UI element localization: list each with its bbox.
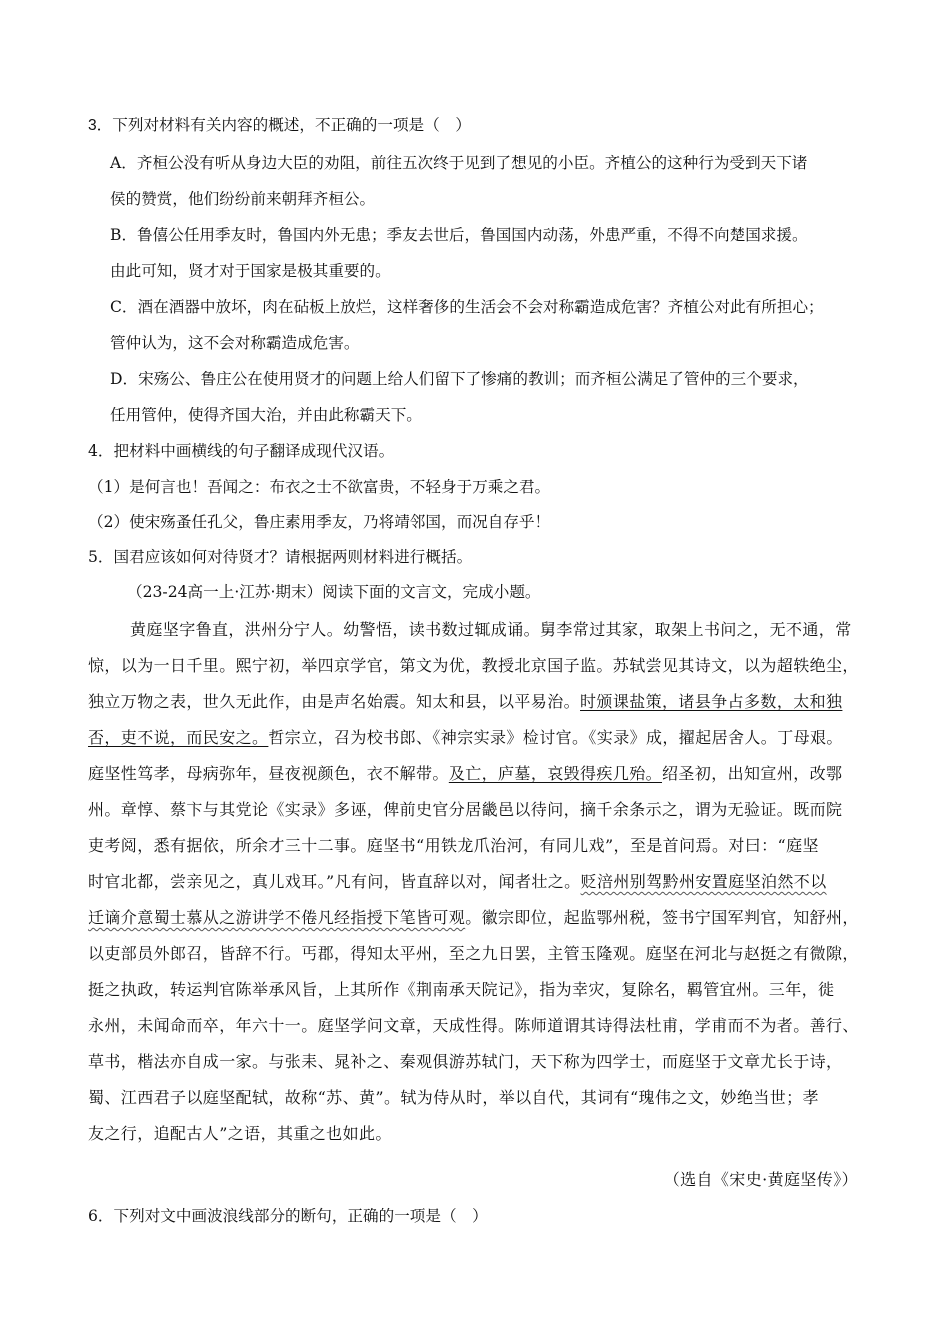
passage-line-9 <box>88 908 859 927</box>
passage-intro: （23-24高一上·江苏·期末）阅读下面的文言文，完成小题。 <box>127 583 541 601</box>
question-3-option-a-line1: A．齐桓公没有听从身边大臣的劝阻，前往五次终于见到了想见的小臣。齐植公的这种行为受到天下诸 <box>110 154 808 172</box>
passage-line-6: 州。章惇、蔡卞与其党论《实录》多诬，俾前史官分居畿邑以待问，摘千余条示之，谓为无验证。既而院 <box>88 800 843 819</box>
passage-line-13: 草书，楷法亦自成一家。与张耒、晁补之、秦观俱游苏轼门，天下称为四学士，而庭坚于文章尤长于诗， <box>88 1052 843 1071</box>
question-3-option-d-line1: D．宋殇公、鲁庄公在使用贤才的问题上给人们留下了惨痛的教训；而齐桓公满足了管仲的三个要求， <box>110 370 809 388</box>
passage-line-3 <box>88 692 842 711</box>
passage-line-10: 以吏部员外郎召，皆辞不行。丐郡，得知太平州，至之九日罢，主管玉隆观。庭坚在河北与赵挺之有微隙， <box>88 944 859 963</box>
passage-line-14: 蜀、江西君子以庭坚配轼，故称“苏、黄”。轼为侍从时，举以自代，其词有“瑰伟之文，妙绝当世；孝 <box>88 1088 819 1107</box>
question-3-stem: 3．下列对材料有关内容的概述，不正确的一项是（ ） <box>88 117 471 134</box>
underlined-sentence-1a: 时颁课盐策，诸县争占多数，太和独 <box>580 692 843 711</box>
question-3-option-c-line2: 管仲认为，这不会对称霸造成危害。 <box>110 334 360 352</box>
passage-line-4-text: 哲宗立，召为校书郎、《神宗实录》检讨官。《实录》成，擢起居舍人。丁母艰。 <box>268 728 843 747</box>
question-3-option-b-line2: 由此可知，贤才对于国家是极其重要的。 <box>110 262 391 280</box>
question-3-option-d-line2: 任用管仲，使得齐国大治，并由此称霸天下。 <box>110 406 422 424</box>
passage-line-1: 黄庭坚字鲁直，洪州分宁人。幼警悟，读书数过辄成诵。舅李常过其家，取架上书问之，无不通，常 <box>130 620 852 639</box>
question-4-sentence-1: （1）是何言也！吾闻之：布衣之士不欲富贵，不轻身于万乘之君。 <box>88 478 551 496</box>
passage-line-8-text: 时官北都，尝亲见之，真儿戏耳。”凡有问，皆直辞以对，闻者壮之。 <box>88 872 581 891</box>
passage-line-4 <box>88 728 843 747</box>
question-6-stem: 6．下列对文中画波浪线部分的断句，正确的一项是（ ） <box>88 1207 488 1225</box>
passage-line-2: 惊，以为一日千里。熙宁初，举四京学官，第文为优，教授北京国子监。苏轼尝见其诗文，以为超轶绝尘， <box>88 656 859 675</box>
passage-line-7: 吏考阅，悉有据依，所余才三十二事。庭坚书“用铁龙爪治河，有同儿戏”，至是首问焉。对曰：“庭坚 <box>88 836 819 855</box>
underlined-sentence-2: 及亡，庐墓，哀毁得疾几殆。 <box>448 764 663 783</box>
passage-source: （选自《宋史·黄庭坚传》） <box>663 1170 858 1189</box>
passage-line-15: 友之行，追配古人”之语，其重之也如此。 <box>88 1124 392 1143</box>
question-4-stem: 4．把材料中画横线的句子翻译成现代汉语。 <box>88 442 395 460</box>
wavy-underlined-section-a: 贬涪州别驾黔州安置庭坚泊然不以 <box>580 872 827 891</box>
passage-line-3-text: 独立万物之表，世久无此作，由是声名始震。知太和县，以平易治。 <box>88 692 581 711</box>
passage-line-11: 挺之执政，转运判官陈举承风旨，上其所作《荆南承天院记》，指为幸灾，复除名，羁管宜州。三年，徙 <box>88 980 835 999</box>
question-3-option-b-line1: B．鲁僖公任用季友时，鲁国内外无患；季友去世后，鲁国国内动荡，外患严重，不得不向楚国求援。 <box>110 226 808 244</box>
question-4-sentence-2: （2）使宋殇蚤任孔父，鲁庄素用季友，乃将靖邻国，而况自存乎！ <box>88 513 551 531</box>
question-5-stem: 5．国君应该如何对待贤才？请根据两则材料进行概括。 <box>88 548 473 566</box>
underlined-sentence-1b: 否，吏不说，而民安之。 <box>88 728 269 747</box>
passage-line-12: 永州，未闻命而卒，年六十一。庭坚学问文章，天成性得。陈师道谓其诗得法杜甫，学甫而不为者。善行、 <box>88 1016 859 1035</box>
passage-line-9-text: 。徽宗即位，起监鄂州税，签书宁国军判官，知舒州， <box>465 908 859 927</box>
passage-line-5-text-a: 庭坚性笃孝，母病弥年，昼夜视颜色，衣不解带。 <box>88 764 449 783</box>
passage-line-8 <box>88 872 827 891</box>
question-3-option-c-line1: C．酒在酒器中放坏，肉在砧板上放烂，这样奢侈的生活会不会对称霸造成危害？齐植公对此有所担心； <box>110 298 824 316</box>
wavy-underlined-section-b: 迁谪介意蜀士慕从之游讲学不倦凡经指授下笔皆可观 <box>88 908 466 927</box>
passage-line-5 <box>88 764 842 783</box>
passage-line-5-text-b: 绍圣初，出知宣州，改鄂 <box>662 764 843 783</box>
question-3-option-a-line2: 侯的赞赏，他们纷纷前来朝拜齐桓公。 <box>110 190 376 208</box>
